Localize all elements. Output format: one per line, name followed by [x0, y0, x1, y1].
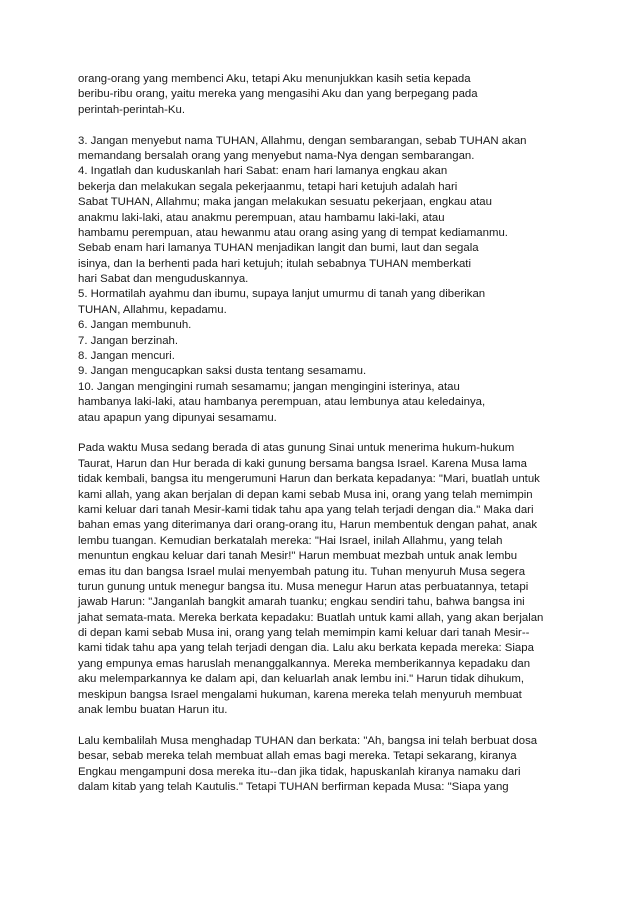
paragraph [78, 72, 578, 118]
text-line: 6. Jangan membunuh. [78, 319, 192, 332]
text-line: memandang bersalah orang yang menyebut nama-Nya dengan sembarangan. [78, 149, 475, 162]
text-line: aku melemparkannya ke dalam api, dan keluarlah anak lembu ini." Harun tidak dihukum, [78, 673, 524, 686]
text-line: lembu tuangan. Kemudian berkatalah mereka: "Hai Israel, inilah Allahmu, yang telah [78, 534, 503, 547]
text-line: Engkau mengampuni dosa mereka itu--dan jika tidak, hapuskanlah kiranya namaku dari [78, 765, 521, 778]
text-line: Lalu kembalilah Musa menghadap TUHAN dan berkata: "Ah, bangsa ini telah berbuat dosa [78, 734, 538, 747]
text-line: 3. Jangan menyebut nama TUHAN, Allahmu, dengan sembarangan, sebab TUHAN akan [78, 134, 527, 147]
paragraph-gap [78, 718, 578, 733]
text-line: kami tidak tahu apa yang telah terjadi dengan dia. Lalu aku berkata kepada mereka: Siapa [78, 642, 534, 655]
text-line: beribu-ribu orang, yaitu mereka yang mengasihi Aku dan yang berpegang pada [78, 88, 478, 101]
text-line: menuntun engkau keluar dari tanah Mesir!" Harun membuat mezbah untuk anak lembu [78, 550, 518, 563]
paragraph-gap [78, 118, 578, 133]
text-line: jahat semata-mata. Mereka berkata kepadaku: Buatlah untuk kami allah, yang akan berjalan [78, 611, 544, 624]
paragraph [78, 441, 578, 718]
text-line: 5. Hormatilah ayahmu dan ibumu, supaya lanjut umurmu di tanah yang diberikan [78, 288, 486, 301]
paragraph [78, 734, 578, 796]
text-line: hambamu perempuan, atau hewanmu atau orang asing yang di tempat kediamanmu. [78, 226, 508, 239]
text-line: emas itu dan bangsa Israel mulai menyembah patung itu. Tuhan menyuruh Musa segera [78, 565, 526, 578]
text-line: isinya, dan Ia berhenti pada hari ketujuh; itulah sebabnya TUHAN memberkati [78, 257, 471, 270]
text-line: 4. Ingatlah dan kuduskanlah hari Sabat: enam hari lamanya engkau akan [78, 165, 448, 178]
text-line: anak lembu buatan Harun itu. [78, 704, 228, 717]
text-line: orang-orang yang membenci Aku, tetapi Aku menunjukkan kasih setia kepada [78, 73, 471, 85]
text-line: 8. Jangan mencuri. [78, 350, 175, 363]
text-line: Sabat TUHAN, Allahmu; maka jangan melakukan sesuatu pekerjaan, engkau atau [78, 196, 492, 209]
paragraph-gap [78, 426, 578, 441]
text-line: meskipun bangsa Israel mengalami hukuman, karena mereka telah menyuruh membuat [78, 688, 522, 701]
text-line: turun gunung untuk menegur bangsa itu. Musa menegur Harun atas perbuatannya, tetapi [78, 580, 529, 593]
text-line: jawab Harun: "Janganlah bangkit amarah tuanku; engkau sendiri tahu, bahwa bangsa ini [78, 596, 525, 609]
text-line: di depan kami sebab Musa ini, orang yang telah memimpin kami keluar dari tanah Mesir-- [78, 627, 530, 640]
text-line: Pada waktu Musa sedang berada di atas gunung Sinai untuk menerima hukum-hukum [78, 442, 515, 455]
text-line: bekerja dan melakukan segala pekerjaanmu, tetapi hari ketujuh adalah hari [78, 180, 458, 193]
paragraph [78, 134, 578, 426]
text-line: atau apapun yang dipunyai sesamamu. [78, 411, 277, 424]
text-line: anakmu laki-laki, atau anakmu perempuan, atau hambamu laki-laki, atau [78, 211, 445, 224]
text-line: 10. Jangan mengingini rumah sesamamu; jangan mengingini isterinya, atau [78, 380, 460, 393]
text-line: besar, sebab mereka telah membuat allah emas bagi mereka. Tetapi sekarang, kiranya [78, 750, 517, 763]
text-line: hari Sabat dan menguduskannya. [78, 273, 249, 286]
text-line: Taurat, Harun dan Hur berada di kaki gunung bersama bangsa Israel. Karena Musa lama [78, 457, 527, 470]
text-line: hambanya laki-laki, atau hambanya perempuan, atau lembunya atau keledainya, [78, 396, 486, 409]
text-line: bahan emas yang diterimanya dari orang-orang itu, Harun membentuk dengan pahat, anak [78, 519, 538, 532]
text-line: 7. Jangan berzinah. [78, 334, 179, 347]
text-line: 9. Jangan mengucapkan saksi dusta tentang sesamamu. [78, 365, 367, 378]
text-line: kami allah, yang akan berjalan di depan kami sebab Musa ini, orang yang telah memimpin [78, 488, 533, 501]
text-line: tidak kembali, bangsa itu mengerumuni Harun dan berkata kepadanya: "Mari, buatlah untuk [78, 473, 540, 486]
text-line: dalam kitab yang telah Kautulis." Tetapi TUHAN berfirman kepada Musa: "Siapa yang [78, 780, 509, 793]
text-line: yang empunya emas haruslah menanggalkannya. Mereka memberikannya kepadaku dan [78, 657, 531, 670]
document-body [78, 72, 578, 795]
text-line: kami keluar dari tanah Mesir-kami tidak tahu apa yang telah terjadi dengan dia." Maka dari [78, 503, 534, 516]
text-line: perintah-perintah-Ku. [78, 103, 186, 116]
text-line: TUHAN, Allahmu, kepadamu. [78, 303, 227, 316]
text-line: Sebab enam hari lamanya TUHAN menjadikan langit dan bumi, laut dan segala [78, 242, 479, 255]
